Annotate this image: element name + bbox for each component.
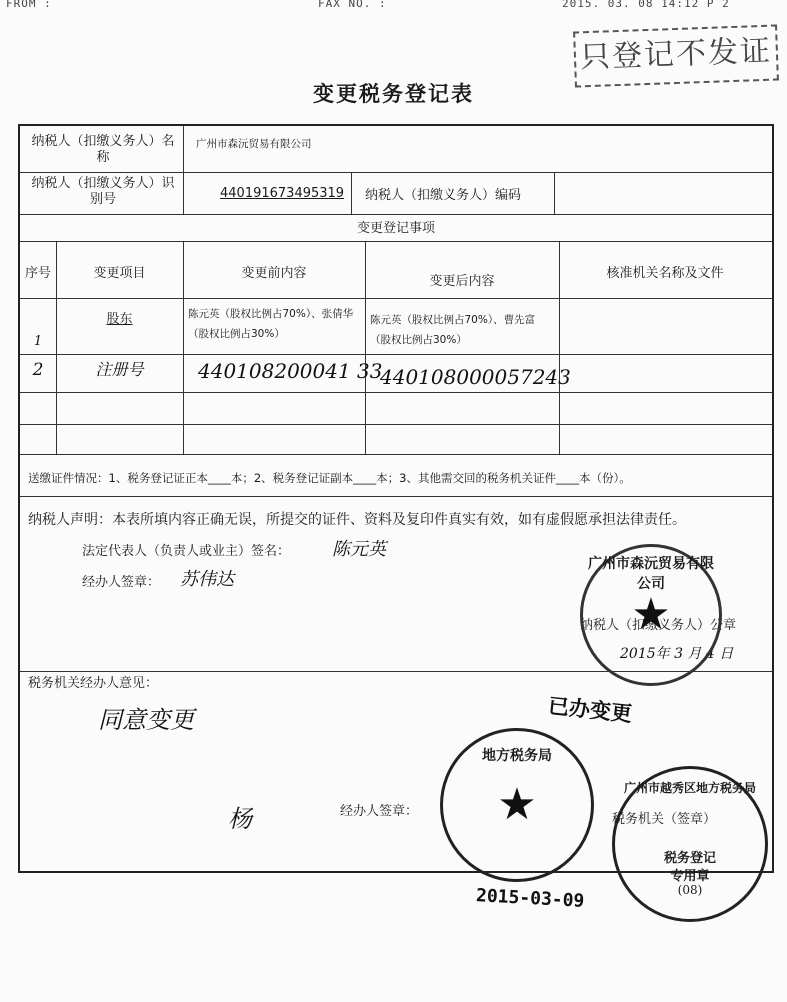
registration-only-stamp: 只登记不发证 — [573, 24, 779, 87]
certificate-line: 送缴证件情况：1、税务登记证正本____本；2、税务登记证副本____本；3、其他需交回的税务机关证件____本（份）。 — [28, 471, 631, 485]
row2-before: 440108200041 33 — [198, 359, 383, 383]
tax-office-opinion: 同意变更 — [98, 706, 194, 734]
taxpayer-id-value: 440191673495319 — [220, 186, 345, 201]
done-change-stamp: 已办变更 — [546, 692, 634, 727]
form-title: 变更税务登记表 — [313, 82, 474, 106]
fax-from: FROM : — [6, 0, 52, 10]
handler-label: 经办人签章： — [82, 575, 161, 590]
taxpayer-name-label: 纳税人（扣缴义务人）名称 — [31, 134, 175, 165]
row2-after: 440108000057243 — [380, 365, 571, 389]
change-registration-form — [18, 124, 774, 897]
row1-before: 陈元英（股权比例占70%）、张倩华（股权比例占30%） — [188, 308, 354, 340]
taxpayer-id-label: 纳税人（扣缴义务人）识别号 — [31, 176, 175, 207]
legal-rep-label: 法定代表人（负责人或业主）签名： — [82, 544, 291, 559]
header-approval: 核准机关名称及文件 — [606, 266, 724, 281]
header-after: 变更后内容 — [429, 274, 495, 289]
declaration-text: 纳税人声明：本表所填内容正确无误，所提交的证件、资料及复印件真实有效，如有虚假愿承担法律责任。 — [28, 512, 686, 528]
fax-timestamp: 2015. 03. 08 14:12 P 2 — [562, 0, 730, 10]
company-seal: 广州市森沅贸易有限公司 ★ — [580, 544, 722, 686]
row1-after: 陈元英（股权比例占70%）、曹先富（股权比例占30%） — [370, 314, 536, 346]
row2-no: 2 — [32, 360, 44, 380]
taxpayer-date: 2015年 3 月 4 日 — [620, 646, 734, 662]
legal-rep-signature: 陈元英 — [332, 539, 386, 560]
taxpayer-name-value: 广州市森沅贸易有限公司 — [196, 138, 312, 150]
taxpayer-code-label: 纳税人（扣缴义务人）编码 — [365, 188, 522, 203]
taxpayer-seal-label: 纳税人（扣缴义务人）公章 — [580, 618, 737, 633]
tax-authority-label: 税务机关（签章） — [612, 812, 717, 827]
handler-signature: 苏伟达 — [180, 569, 234, 590]
header-no: 序号 — [24, 266, 51, 281]
tax-bureau-seal-left: 地方税务局 ★ — [440, 728, 594, 882]
tax-bureau-seal-right: 广州市越秀区地方税务局 税务登记 专用章 (08) — [612, 766, 768, 922]
section-title: 变更登记事项 — [356, 221, 435, 236]
row2-item: 注册号 — [95, 360, 144, 379]
tax-office-opinion-label: 税务机关经办人意见： — [28, 676, 159, 691]
row1-item: 股东 — [106, 312, 133, 327]
header-item: 变更项目 — [93, 266, 146, 281]
row1-no: 1 — [33, 334, 43, 349]
header-before: 变更前内容 — [241, 266, 307, 281]
fax-number: FAX NO. : — [318, 0, 387, 10]
tax-handler-label: 经办人签章： — [340, 804, 419, 819]
tax-office-date-stamp: 2015-03-09 — [475, 885, 585, 912]
officer-signature: 杨 — [228, 805, 252, 833]
